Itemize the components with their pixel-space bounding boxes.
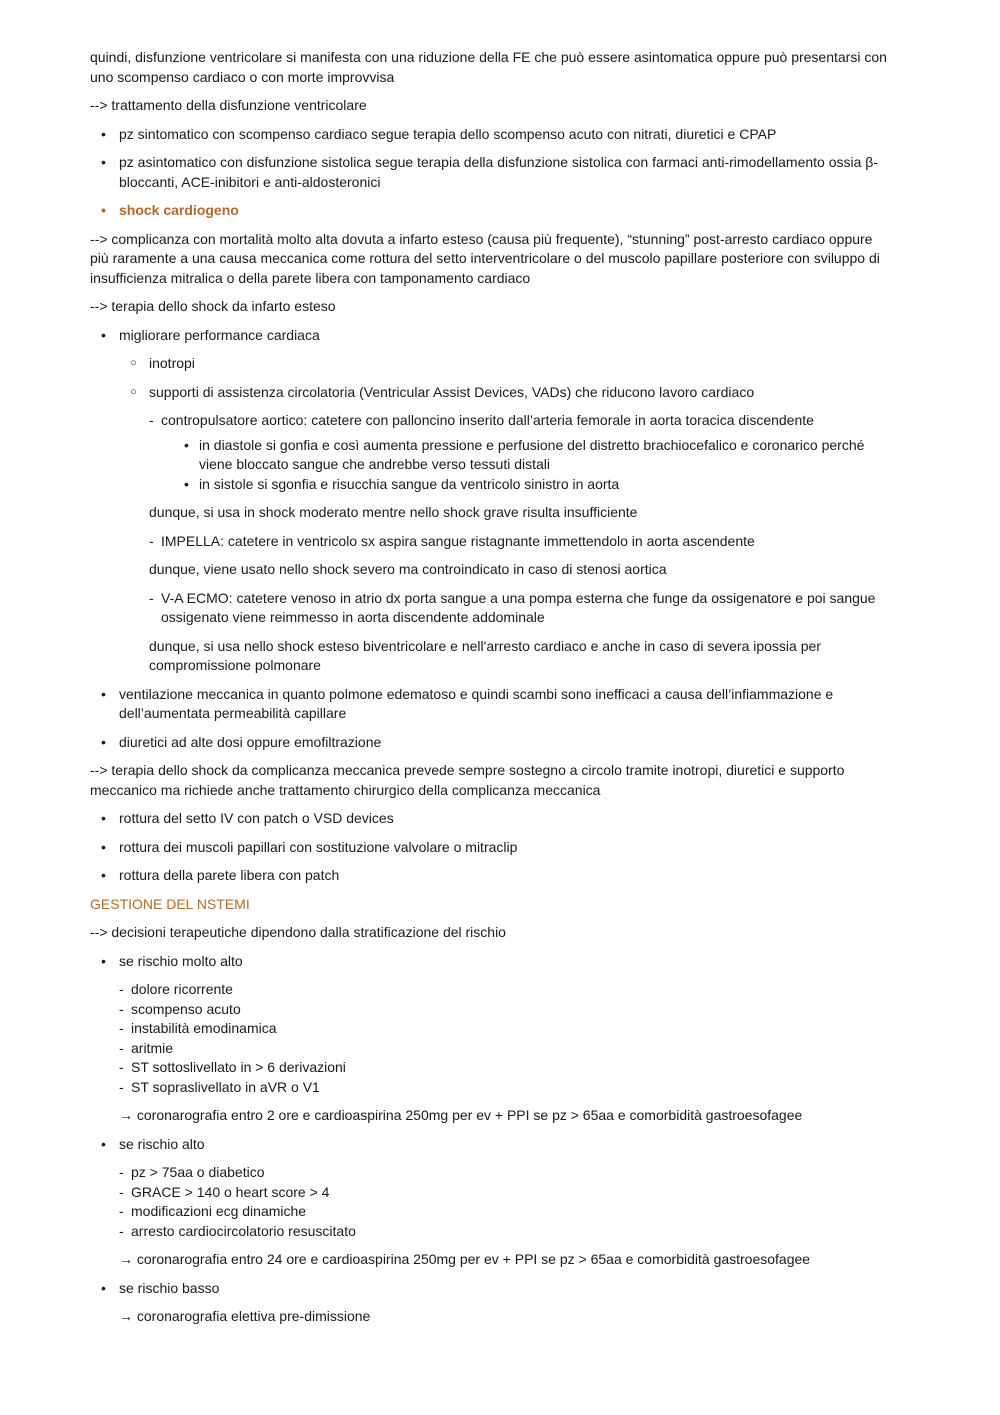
treatment-dv-header: --> trattamento della disfunzione ventricolare: [90, 97, 367, 113]
list-item: • in sistole si sgonfia e risucchia sangue da ventricolo sinistro in aorta: [180, 475, 890, 495]
list-item: - pz > 75aa o diabetico: [119, 1163, 890, 1183]
impella-summary: dunque, viene usato nello shock severo ma controindicato in caso di stenosi aortica: [149, 561, 667, 577]
list-item: - aritmie: [119, 1039, 890, 1059]
ecmo-item: - V-A ECMO: catetere venoso in atrio dx porta sangue a una pompa esterna che funge da ossigenatore e poi sangue ossigenato viene reimmesso in aorta discendente addominale: [149, 589, 890, 628]
improve-perf-sublist: [119, 354, 890, 402]
risk-high: [90, 1135, 890, 1155]
therapy-mech-header: --> terapia dello shock da complicanza meccanica prevede sempre sostegno a circolo tramite inotropi, diuretici e supporto meccanico ma richiede anche trattamento chirurgico della complicanza meccanica: [90, 762, 845, 798]
list-item: - modificazioni ecg dinamiche: [119, 1202, 890, 1222]
list-item: - ST sopraslivellato in aVR o V1: [119, 1078, 890, 1098]
list-item: • rottura della parete libera con patch: [90, 866, 890, 886]
risk-low: [90, 1279, 890, 1299]
list-item: • pz asintomatico con disfunzione sistolica segue terapia della disfunzione sistolica con farmaci anti-rimodellamento ossia β-bloccanti, ACE-inibitori e anti-aldosteronici: [90, 153, 890, 192]
shock-description: --> complicanza con mortalità molto alta dovuta a infarto esteso (causa più frequente), “stunning” post-arresto cardiaco oppure più raramente a una causa meccanica come rottura del setto interventricolare o del muscolo papillare posteriore con sviluppo di insufficienza mitralica o della parete libera con tamponamento cardiaco: [90, 230, 880, 286]
intro-paragraph: quindi, disfunzione ventricolare si manifesta con una riduzione della FE che può essere asintomatica oppure può presentarsi con uno scompenso cardiaco o con morte improvvisa: [90, 49, 887, 85]
list-item: • pz sintomatico con scompenso cardiaco segue terapia dello scompenso acuto con nitrati, diuretici e CPAP: [90, 125, 890, 145]
list-item: - instabilità emodinamica: [119, 1019, 890, 1039]
therapy-extended-header: --> terapia dello shock da infarto esteso: [90, 298, 336, 314]
list-item: • diuretici ad alte dosi oppure emofiltrazione: [90, 733, 890, 753]
therapy-extended-list-cont: [90, 685, 890, 753]
risk-high-criteria: [119, 1163, 890, 1241]
risk-very-high: [90, 952, 890, 972]
document-page: [90, 48, 890, 1336]
risk-low-action: → coronarografia elettiva pre-dimissione: [119, 1308, 371, 1324]
risk-label: • se rischio alto: [90, 1135, 890, 1155]
list-item: • rottura del setto IV con patch o VSD devices: [90, 809, 890, 829]
list-item: - scompenso acuto: [119, 1000, 890, 1020]
risk-very-high-action: → coronarografia entro 2 ore e cardioaspirina 250mg per ev + PPI se pz > 65aa e comorbidità gastroesofagee: [119, 1107, 803, 1123]
list-item: - dolore ricorrente: [119, 980, 890, 1000]
risk-very-high-criteria: [119, 980, 890, 1097]
treatment-dv-list: [90, 125, 890, 221]
list-item: - ST sottoslivellato in > 6 derivazioni: [119, 1058, 890, 1078]
ecmo-summary: dunque, si usa nello shock esteso biventricolare e nell'arresto cardiaco e anche in caso di severa ipossia per compromissione polmonare: [149, 637, 821, 673]
vads-detail: [149, 411, 890, 676]
therapy-extended-list: [90, 326, 890, 346]
iabp-item: - contropulsatore aortico: catetere con palloncino inserito dall’arteria femorale in aorta toracica discendente: [149, 411, 890, 431]
risk-label: • se rischio basso: [90, 1279, 890, 1299]
risk-label: • se rischio molto alto: [90, 952, 890, 972]
nstemi-heading: GESTIONE DEL NSTEMI: [90, 895, 250, 912]
impella-item: - IMPELLA: catetere in ventricolo sx aspira sangue ristagnante immettendolo in aorta ascendente: [149, 532, 890, 552]
list-item: ○ inotropi: [119, 354, 890, 374]
list-item: ○ supporti di assistenza circolatoria (Ventricular Assist Devices, VADs) che riducono lavoro cardiaco: [119, 383, 890, 403]
list-item: • ventilazione meccanica in quanto polmone edematoso e quindi scambi sono inefficaci a causa dell’infiammazione e dell’aumentata permeabilità capillare: [90, 685, 890, 724]
shock-cardiogeno-item: • shock cardiogeno: [90, 201, 890, 221]
list-item: • migliorare performance cardiaca: [90, 326, 890, 346]
list-item: • rottura dei muscoli papillari con sostituzione valvolare o mitraclip: [90, 838, 890, 858]
list-item: - GRACE > 140 o heart score > 4: [119, 1183, 890, 1203]
mech-list: [90, 809, 890, 886]
iabp-summary: dunque, si usa in shock moderato mentre nello shock grave risulta insufficiente: [149, 504, 638, 520]
nstemi-header: --> decisioni terapeutiche dipendono dalla stratificazione del rischio: [90, 924, 506, 940]
list-item: • in diastole si gonfia e così aumenta pressione e perfusione del distretto brachiocefalico e coronarico perché viene bloccato sangue che andrebbe verso tessuti distali: [180, 436, 890, 475]
risk-high-action: → coronarografia entro 24 ore e cardioaspirina 250mg per ev + PPI se pz > 65aa e comorbidità gastroesofagee: [119, 1251, 811, 1267]
list-item: - arresto cardiocircolatorio resuscitato: [119, 1222, 890, 1242]
iabp-points: [180, 436, 890, 495]
